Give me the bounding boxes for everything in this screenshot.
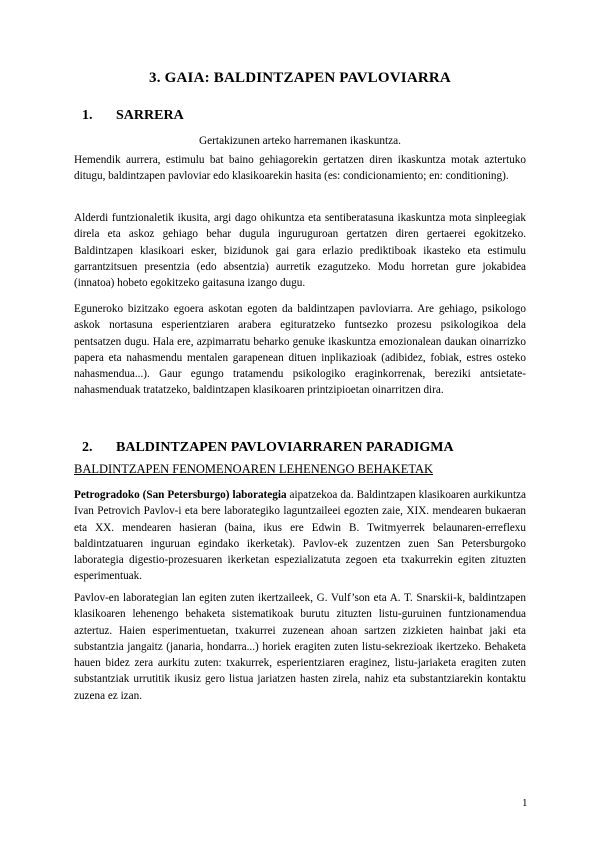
section-1-paragraph-3: Eguneroko bizitzako egoera askotan egoten da baldintzapen pavloviarra. Are gehiago, psikologo askok nortasuna esperientziaren arabera egituratzeko funtsezko prozesu psikologikoa dela pentsatzen dugu. Hala ere, azpimarratu beharko genuke ikaskuntza emozionalean daukan oinarrizko papera eta nahasmendu mentalen garapenean dituen inplikazioak (adibidez, fobiak, estres osteko nahasmendua...). Gaur egungo tratamendu psikologiko eraginkorrenak, bereziki antsietate-nahasmenduak tratatzeko, baldintzapen klasikoaren printzipioetan oinarritzen dira. <box>74 303 526 397</box>
section-2-paragraph-2: Pavlov-en laborategian lan egiten zuten ikertzaileek, G. Vulf’son eta A. T. Snarskii-k, baldintzapen klasikoaren lehenengo behaketa sistematikoak burutu zituzten listu-guruinen funtzionamendua aztertuz. Haien esperimentuetan, txakurrei zuzenean ahoan sartzen zizkieten hainbat jaki eta substantzia jangaitz (janaria, hondarra...) horiek eragiten zuten listu-sekrezioak ikertzeko. Behaketa hauen bidez zera aurkitu zuten: txakurrek, esperientziaren eraginez, listu-jariaketa eragiten zuten substantziak urrutitik ikusiz gero listua jariatzen hasten zirela, nahiz eta substantziarekin kontaktu zuzena ez izan. <box>74 592 526 702</box>
section-1-number: 1. <box>82 108 93 123</box>
section-1-heading <box>82 108 530 124</box>
document-title: 3. GAIA: BALDINTZAPEN PAVLOVIARRA <box>149 70 451 86</box>
section-2-paragraph-1-rest: aipatzekoa da. Baldintzapen klasikoaren aurkikuntza Ivan Petrovich Pavlov-i eta bere laborategiko laguntzaileei egozten zaie, XIX. mendearen bukaeran eta XX. mendearen hasieran (baina, ikus ere Edwin B. Twitmyerrek belaunaren-erreflexu baldintzatuaren inguruan egindako ikerketak). Pavlov-ek zuzentzen zuen San Petersburgoko laborategia digestio-prozesuaren ikerketan espezializatuta zegoen eta txakurrekin egiten zituzten esperimentuak. <box>74 489 526 583</box>
section-2-subheading: BALDINTZAPEN FENOMENOAREN LEHENENGO BEHAKETAK <box>74 462 434 476</box>
section-2-paragraph-1-bold: Petrogradoko (San Petersburgo) laborategia <box>74 489 287 501</box>
section-2-number: 2. <box>82 440 93 455</box>
section-1-paragraph-2: Alderdi funtzionaletik ikusita, argi dago ohikuntza eta sentiberatasuna ikaskuntza mota sinpleegiak direla eta askoz gehiago behar dugula inguruguroan gertatzen diren gertaerei egokitzeko. Baldintzapen klasikoari esker, bizidunok gai gara erlazio prediktiboak ikasteko eta estimulu garrantzitsuen presentzia (edo absentzia) aurretik ezagutzeko. Modu horretan gure jokabidea (innatoa) hobeto egokitzeko gaitasuna izango dugu. <box>74 212 526 290</box>
section-2-paragraph-1 <box>74 487 526 585</box>
section-1-paragraph-1: Hemendik aurrera, estimulu bat baino gehiagorekin gertatzen diren ikaskuntza motak aztertuko ditugu, baldintzapen pavloviar edo klasikoarekin hasita (es: condicionamiento; en: conditioning). <box>74 154 526 183</box>
section-2-heading <box>82 440 530 456</box>
section-2-title: BALDINTZAPEN PAVLOVIARRAREN PARADIGMA <box>116 440 454 455</box>
section-1-title: SARRERA <box>116 108 184 123</box>
page-number: 1 <box>522 797 528 809</box>
section-1-subtitle: Gertakizunen arteko harremanen ikaskuntza. <box>199 135 401 147</box>
